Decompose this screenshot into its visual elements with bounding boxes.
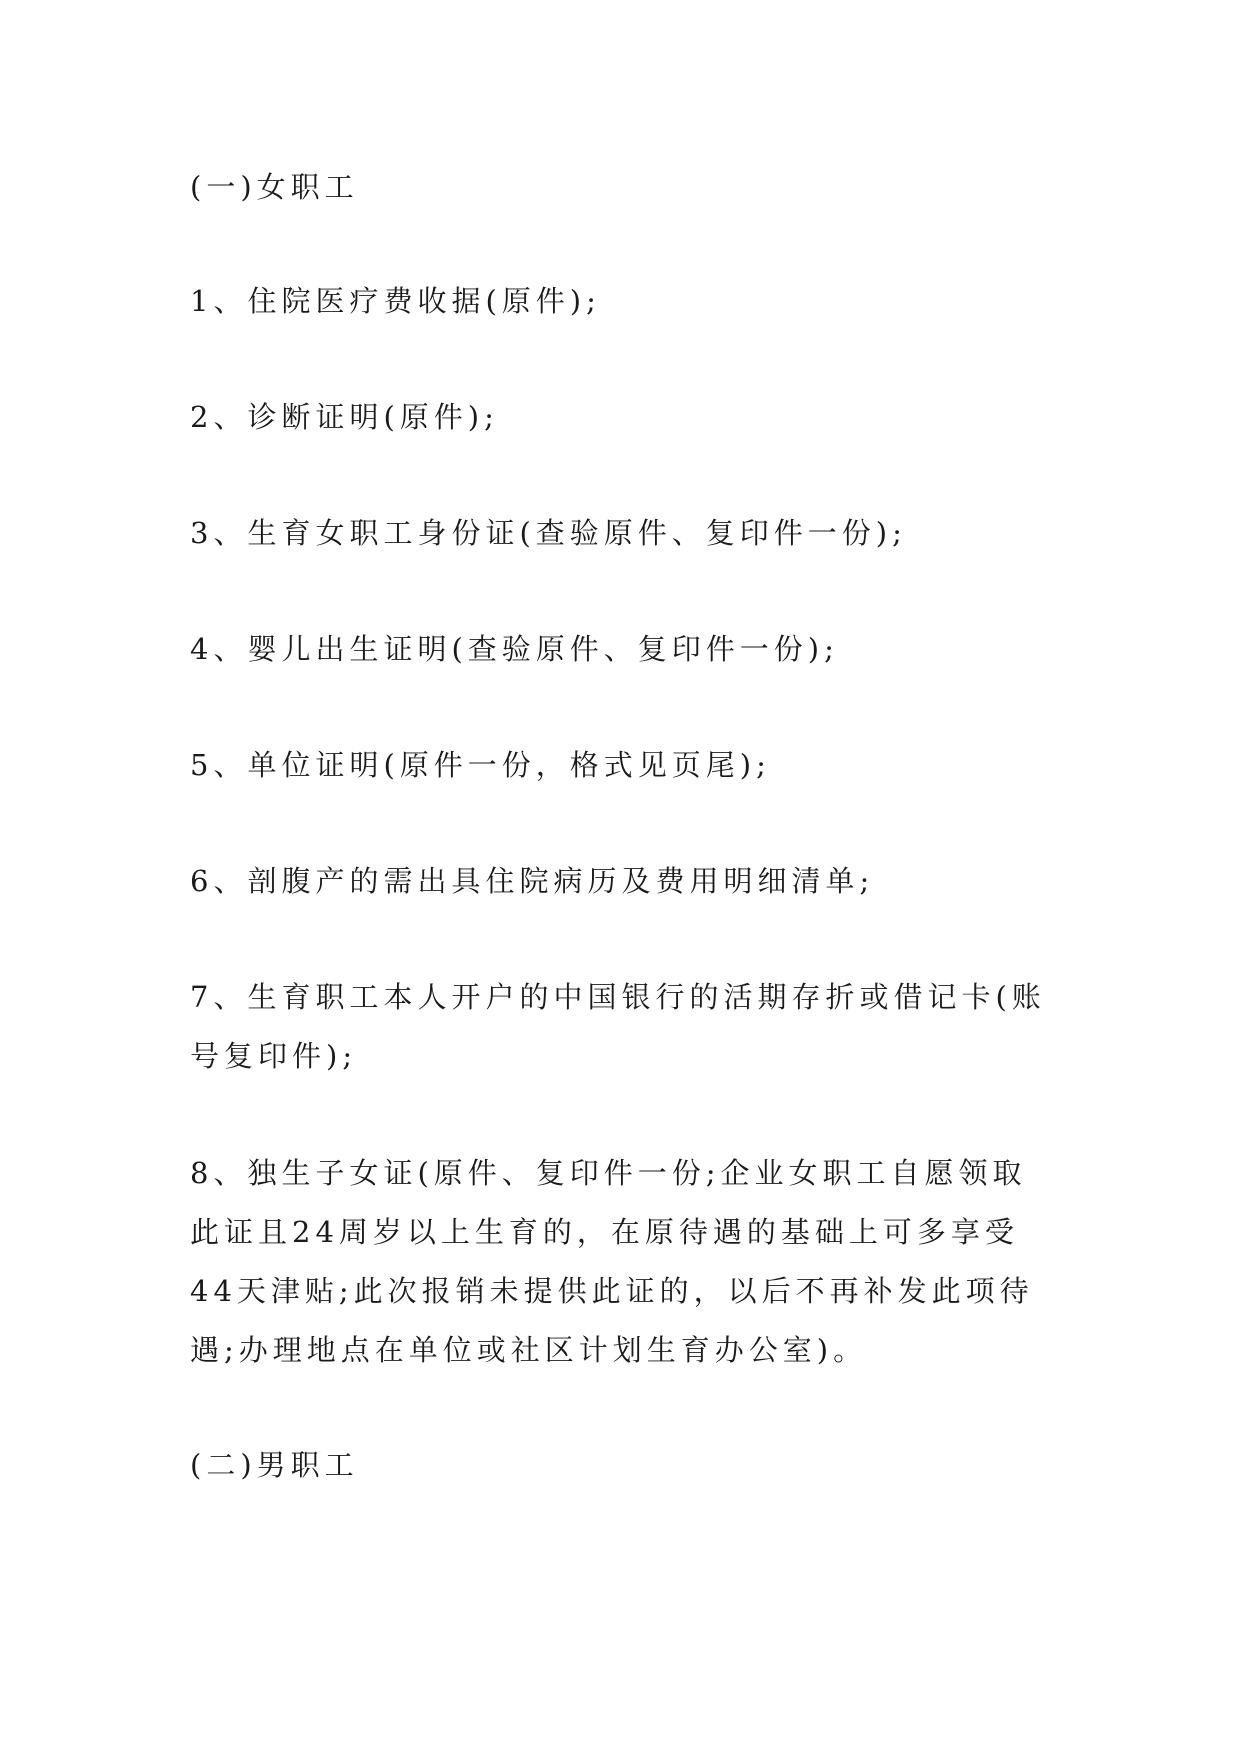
- list-item-5: 5、单位证明(原件一份，格式见页尾);: [190, 748, 771, 782]
- list-item-3: 3、生育女职工身份证(查验原件、复印件一份);: [190, 516, 907, 550]
- section-heading-male: (二)男职工: [190, 1448, 359, 1482]
- section-heading-female: (一)女职工: [190, 170, 359, 204]
- list-item-7: 7、生育职工本人开户的中国银行的活期存折或借记卡(账号复印件);: [190, 980, 1046, 1073]
- list-item-6: 6、剖腹产的需出具住院病历及费用明细清单;: [190, 864, 875, 898]
- list-item-2: 2、诊断证明(原件);: [190, 400, 499, 434]
- list-item-8: 8、独生子女证(原件、复印件一份;企业女职工自愿领取此证且24周岁以上生育的，在原待遇的基础上可多享受44天津贴;此次报销未提供此证的，以后不再补发此项待遇;办理地点在单位或社区计划生育办公室)。: [190, 1156, 1034, 1367]
- list-item-1: 1、住院医疗费收据(原件);: [190, 284, 601, 318]
- list-item-4: 4、婴儿出生证明(查验原件、复印件一份);: [190, 632, 839, 666]
